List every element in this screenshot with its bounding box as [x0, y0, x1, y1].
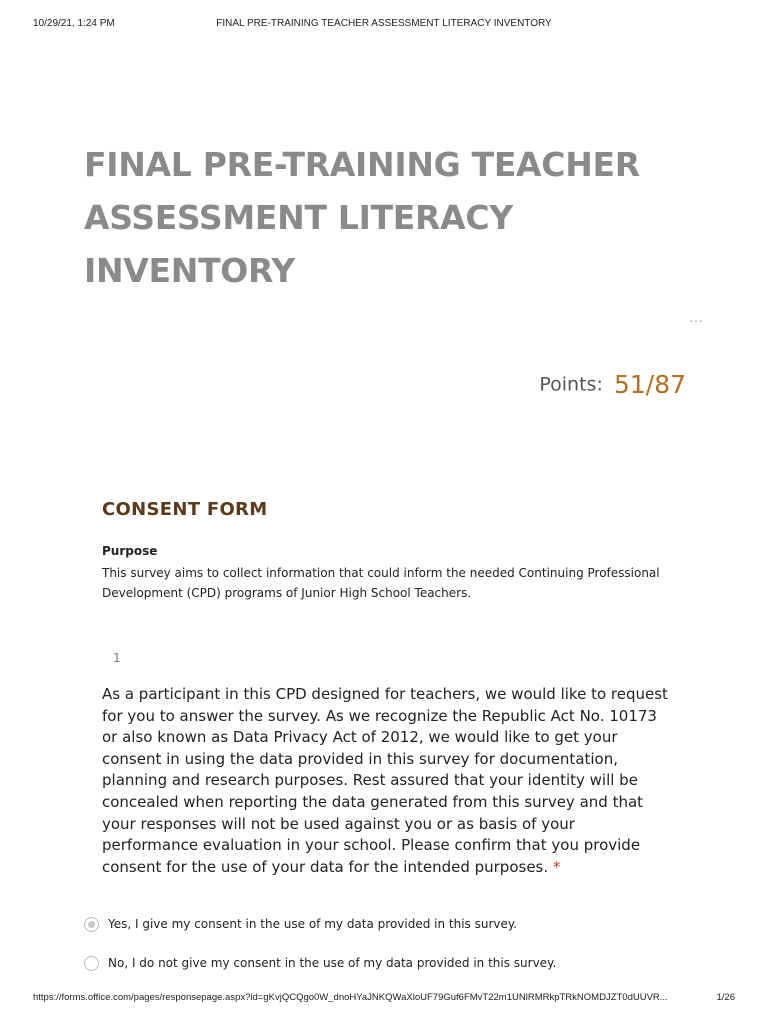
required-mark: * [552, 857, 561, 876]
points-value: 51/87 [613, 370, 686, 399]
more-options-icon[interactable]: … [689, 310, 704, 326]
form-title-line: FINAL PRE-TRAINING TEACHER [84, 145, 640, 184]
radio-button-selected[interactable] [84, 917, 99, 932]
points-summary [539, 370, 686, 399]
consent-no-option[interactable] [84, 952, 556, 974]
option-label: Yes, I give my consent in the use of my data provided in this survey. [108, 917, 518, 931]
print-header-datetime: 10/29/21, 1:24 PM [33, 18, 115, 29]
print-footer-url: https://forms.office.com/pages/responsepage.aspx?id=gKvjQCQgo0W_dnoHYaJNKQWaXloUF79Guf6FMvT22m1UNlRMRkpTRkNOMDJZT0dUUVR... [33, 992, 668, 1003]
question-text [102, 684, 668, 878]
form-title-line: ASSESSMENT LITERACY [84, 198, 513, 237]
section-title: CONSENT FORM [102, 499, 268, 520]
purpose-text: This survey aims to collect information that could inform the needed Continuing Professional Development (CPD) programs of Junior High School Teachers. [102, 566, 660, 600]
question-number: 1 [113, 651, 121, 665]
form-title-line: INVENTORY [84, 251, 295, 290]
points-label: Points: [539, 373, 603, 396]
form-title [84, 138, 684, 297]
consent-yes-option[interactable] [84, 913, 517, 935]
print-footer-page: 1/26 [716, 992, 735, 1003]
print-header-title: FINAL PRE-TRAINING TEACHER ASSESSMENT LITERACY INVENTORY [216, 18, 552, 29]
question-body: As a participant in this CPD designed for teachers, we would like to request for you to answer the survey. As we recognize the Republic Act No. 10173 or also known as Data Privacy Act of 2012, we would like to get your consent in using the data provided in this survey for documentation, planning and research purposes. Rest assured that your identity will be concealed when reporting the data generated from this survey and that your responses will not be used against you or as basis of your performance evaluation in your school. Please confirm that you provide consent for the use of your data for the intended purposes. [102, 685, 668, 876]
radio-button[interactable] [84, 956, 99, 971]
purpose-heading: Purpose [102, 544, 158, 558]
option-label: No, I do not give my consent in the use of my data provided in this survey. [108, 956, 557, 970]
